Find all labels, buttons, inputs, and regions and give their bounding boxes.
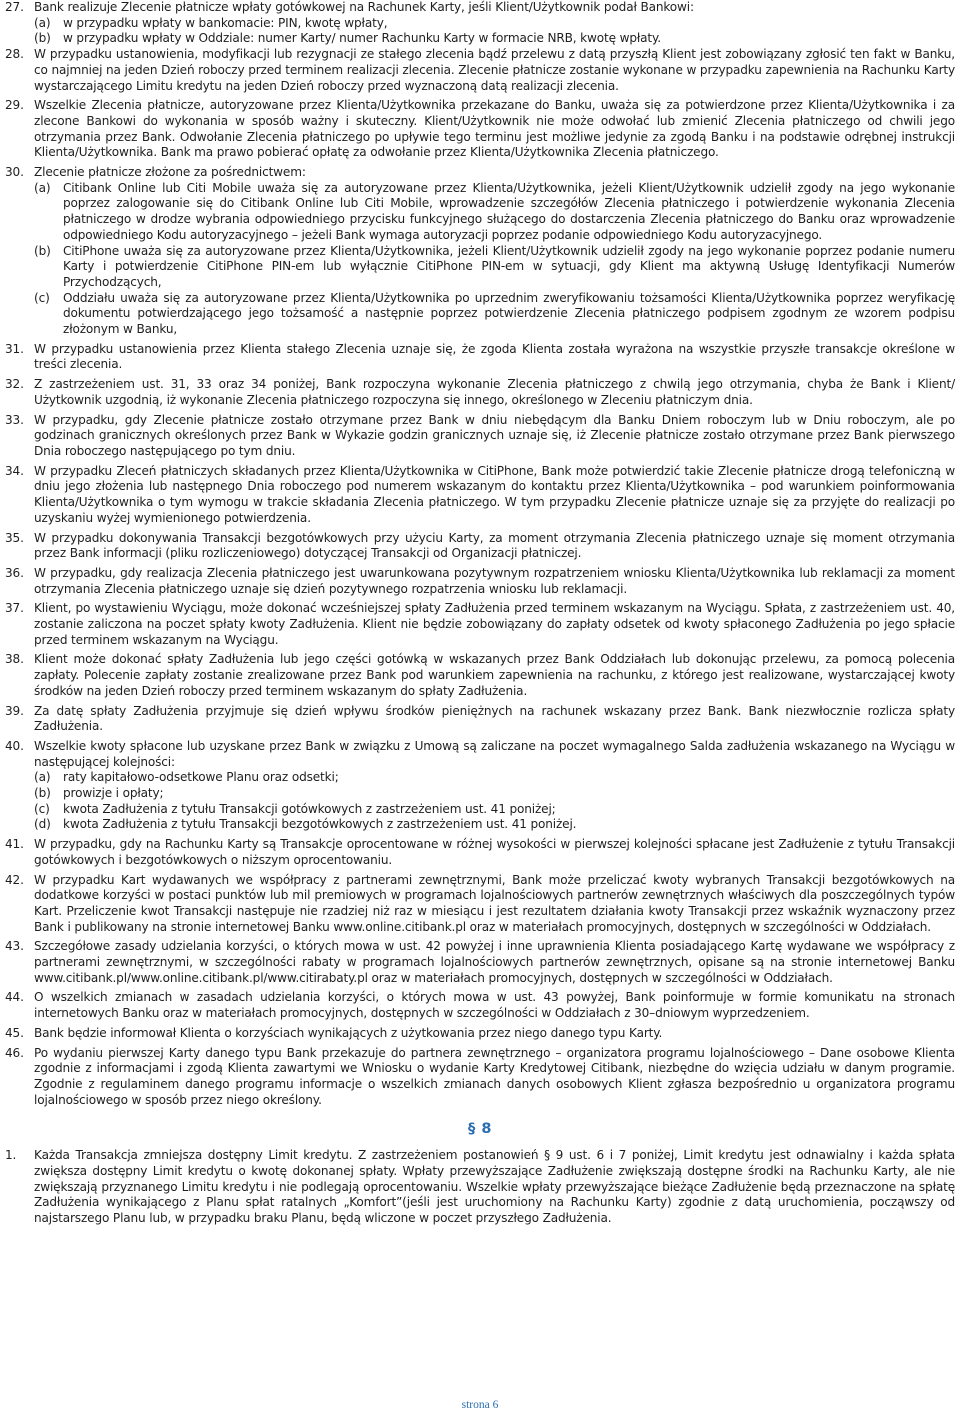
clause-number: 43.: [5, 939, 24, 954]
sub-item: [34, 786, 955, 802]
sub-item: [34, 770, 955, 786]
clause-item: [5, 704, 955, 735]
clause-text: Klient, po wystawieniu Wyciągu, może dokonać wcześniejszej spłaty Zadłużenia przed terminem wskazanym na Wyciągu. Spłata, z zastrzeżeniem ust. 40, zostanie zaliczona na poczet spłaty kwoty Zadłużenia. Klient nie będzie zobowiązany do zapłaty odsetek od kwoty spłaconego Zadłużenia po jego spłacie przed terminem wskazanym na Wyciągu.: [34, 601, 955, 647]
sub-item-letter: (a): [34, 15, 51, 30]
clause-body: [34, 939, 955, 986]
clause-number: 31.: [5, 341, 24, 356]
clause-item: [5, 413, 955, 460]
clause-body: [34, 566, 955, 597]
clause-number: 29.: [5, 98, 24, 113]
section-heading: § 8: [468, 1121, 492, 1138]
clause-text: Zlecenie płatnicze złożone za pośrednictwem:: [34, 165, 306, 180]
sub-item-letter: (b): [34, 31, 51, 46]
clause-text: W przypadku Zleceń płatniczych składanych przez Klienta/Użytkownika w CitiPhone, Bank może potwierdzić takie Zlecenie płatnicze drogą telefoniczną w dniu jego złożenia lub następnego Dnia roboczego pod numerem wskazanym do kontaktu przez Klienta/Użytkownika – pod warunkiem poinformowania Klienta/Użytkownika o tym wymogu w trakcie składania Zlecenia płatniczego. W tym przypadku Zlecenie płatnicze uznaje się za przyjęte do realizacji po uzyskaniu wyżej wymienionego potwierdzenia.: [34, 463, 955, 525]
clause-body: [34, 873, 955, 936]
clause-text: W przypadku, gdy na Rachunku Karty są Transakcje oprocentowane w różnej wysokości w pierwszej kolejności spłacane jest Zadłużenie z tytułu Transakcji gotówkowych i bezgotówkowych o niższym oprocentowaniu.: [34, 837, 955, 867]
clause-body: [34, 342, 955, 373]
clause-item: [5, 531, 955, 562]
clause-number: 28.: [5, 47, 24, 62]
clause-body: [34, 0, 955, 47]
clause-number: 39.: [5, 703, 24, 718]
clause-text: W przypadku dokonywania Transakcji bezgotówkowych przy użyciu Karty, za moment otrzymania Zlecenia płatniczego uznaje się moment otrzymania przez Bank informacji (pliku rozliczeniowego) dotyczącej Transakcji od Organizacji płatniczej.: [34, 530, 955, 561]
clause-item: [5, 98, 955, 161]
sub-item-text: w przypadku wpłaty w Oddziale: numer Karty/ numer Rachunku Karty w formacie NRB, kwotę wpłaty.: [63, 31, 661, 46]
clause-body: [34, 47, 955, 94]
sub-item: [34, 181, 955, 244]
clause-number: 40.: [5, 738, 24, 753]
clause-item: [5, 1148, 955, 1227]
sub-item-text: kwota Zadłużenia z tytułu Transakcji gotówkowych z zastrzeżeniem ust. 41 poniżej;: [63, 801, 556, 816]
clause-item: [5, 739, 955, 833]
clause-number: 33.: [5, 412, 24, 427]
clause-number: 46.: [5, 1045, 24, 1060]
clause-number: 34.: [5, 463, 24, 478]
clause-body: [34, 704, 955, 735]
sub-item: [34, 802, 955, 818]
clause-text: W przypadku, gdy Zlecenie płatnicze zostało otrzymane przez Bank w dniu niebędącym dla Banku Dniem roboczym lub w Dniu roboczym, ale po godzinach granicznych określonych przez Bank w Wykazie godzin granicznych uznaje się, iż Zlecenie płatnicze zostało otrzymane przez Bank pierwszego Dnia roboczego następującego po tym dniu.: [34, 412, 955, 458]
clause-number: 36.: [5, 565, 24, 580]
clause-text: O wszelkich zmianach w zasadach udzielania korzyści, o których mowa w ust. 43 powyżej, Bank poinformuje w formie komunikatu na stronach internetowych Banku oraz w materiałach promocyjnych, dostępnych w szczególności w Oddziałach z 30–dniowym wyprzedzeniem.: [34, 990, 955, 1021]
clause-text: Bank będzie informował Klienta o korzyściach wynikających z użytkowania przez niego danego typu Karty.: [34, 1025, 663, 1040]
clause-item: [5, 1046, 955, 1109]
clause-text: W przypadku, gdy realizacja Zlecenia płatniczego jest uwarunkowana pozytywnym rozpatrzeniem wniosku Klienta/Użytkownika lub reklamacji za moment otrzymania Zlecenia płatniczego uznaje się dzień pozytywnego rozpatrzenia wniosku lub reklamacji.: [34, 565, 955, 596]
sub-item-letter: (d): [34, 817, 51, 832]
sub-item-text: prowizje i opłaty;: [63, 786, 164, 801]
clause-text: W przypadku ustanowienia przez Klienta stałego Zlecenia uznaje się, że zgoda Klienta została wyrażona na wszystkie przyszłe transakcje określone w treści zlecenia.: [34, 341, 955, 372]
clause-item: [5, 0, 955, 47]
clause-body: [34, 464, 955, 527]
sub-item-text: kwota Zadłużenia z tytułu Transakcji bezgotówkowych z zastrzeżeniem ust. 41 poniżej.: [63, 817, 577, 832]
clause-item: [5, 652, 955, 699]
clause-number: 35.: [5, 530, 24, 545]
clause-text: Szczegółowe zasady udzielania korzyści, o których mowa w ust. 42 powyżej i inne uprawnienia Klienta posiadającego Kartę wydawane we współpracy z partnerami zewnętrznymi, w szczególności rabaty w programach lojalnościowych partnerów zewnętrznych, opisane są na stronie internetowej Banku www.citibank.pl/www.online.citibank.pl/www.citirabaty.pl oraz w materiałach promocyjnych, dostępnych w szczególności w Oddziałach.: [34, 939, 955, 985]
clause-item: [5, 377, 955, 408]
clause-item: [5, 1026, 955, 1042]
clause-number: 1.: [5, 1148, 17, 1163]
clause-text: W przypadku ustanowienia, modyfikacji lub rezygnacji ze stałego zlecenia bądź przelewu z datą przyszłą Klient jest zobowiązany zgłosić ten fakt w Banku, co najmniej na jeden Dzień roboczy przed terminem realizacji zlecenia. Zlecenie płatnicze zostanie wykonane w przypadku zapewnienia na Rachunku Karty wystarczającego Limitu kredytu na jeden Dzień roboczy przed wyznaczoną datą realizacji zlecenia.: [34, 47, 955, 93]
clause-number: 38.: [5, 652, 24, 667]
clause-body: [34, 531, 955, 562]
sub-item-letter: (c): [34, 290, 50, 305]
sub-item-text: raty kapitałowo-odsetkowe Planu oraz odsetki;: [63, 770, 339, 785]
clause-item: [5, 990, 955, 1021]
clause-item: [5, 873, 955, 936]
clause-body: [34, 413, 955, 460]
clause-item: [5, 342, 955, 373]
sub-item-text: Citibank Online lub Citi Mobile uważa się za autoryzowane przez Klienta/Użytkownika, jeżeli Klient/Użytkownik udzielił zgody na jego wykonanie poprzez zalogowanie się do Citibank Online lub Citi Mobile, wprowadzenie szczegółów Zlecenia płatniczego i potwierdzenie wykonania Zlecenia płatniczego w drodze wybrania odpowiedniego przycisku funkcyjnego służącego do dostarczenia Zlecenia płatniczego do Banku oraz wprowadzenie odpowiedniego Kodu autoryzacyjnego – jeżeli Bank wymaga autoryzacji poprzez podanie odpowiedniego Kodu autoryzacyjnego.: [63, 180, 955, 242]
sub-item-letter: (a): [34, 770, 51, 785]
clause-body: [34, 1046, 955, 1109]
clause-body: [34, 990, 955, 1021]
clause-body: [34, 98, 955, 161]
clause-body: [34, 1026, 955, 1042]
sub-item-text: CitiPhone uważa się za autoryzowane przez Klienta/Użytkownika, jeżeli Klient/Użytkownik udzielił zgody na jego wykonanie poprzez podanie numeru Karty i potwierdzenie CitiPhone PIN-em lub wyłącznie CitiPhone PIN-em w sytuacji, gdy Klient ma aktywną Usługę Identyfikacji Numerów Przychodzących,: [63, 243, 955, 289]
clause-item: [5, 165, 955, 338]
clause-text: Bank realizuje Zlecenie płatnicze wpłaty gotówkowej na Rachunek Karty, jeśli Klient/Użytkownik podał Bankowi:: [34, 0, 694, 14]
clause-body: [34, 739, 955, 833]
clause-number: 42.: [5, 872, 24, 887]
clause-number: 45.: [5, 1025, 24, 1040]
clause-item: [5, 601, 955, 648]
sub-item-letter: (a): [34, 180, 51, 195]
clause-number: 37.: [5, 601, 24, 616]
clause-text: Wszelkie kwoty spłacone lub uzyskane przez Bank w związku z Umową są zaliczane na poczet wymagalnego Salda zadłużenia wskazanego na Wyciągu w następującej kolejności:: [34, 738, 955, 769]
sub-item: [34, 291, 955, 338]
clause-item: [5, 464, 955, 527]
clause-item: [5, 47, 955, 94]
clause-body: [34, 1148, 955, 1227]
clause-number: 30.: [5, 165, 24, 180]
clause-text: Z zastrzeżeniem ust. 31, 33 oraz 34 poniżej, Bank rozpoczyna wykonanie Zlecenia płatniczego z chwilą jego otrzymania, chyba że Bank i Klient/ Użytkownik uzgodnią, iż wykonanie Zlecenia płatniczego rozpoczyna się innego, określonego w Zleceniu płatniczym dnia.: [34, 377, 955, 407]
sub-item-text: w przypadku wpłaty w bankomacie: PIN, kwotę wpłaty,: [63, 15, 388, 30]
clause-item: [5, 837, 955, 868]
clause-item: [5, 566, 955, 597]
sub-item-letter: (b): [34, 786, 51, 801]
sub-item: [34, 16, 955, 32]
clause-body: [34, 837, 955, 868]
sub-item-text: Oddziału uważa się za autoryzowane przez Klienta/Użytkownika po uprzednim zweryfikowaniu tożsamości Klienta/Użytkownika poprzez weryfikację dokumentu potwierdzającego jego tożsamość a następnie poprzez potwierdzenie Zlecenia płatniczego podpisem zgodnym ze wzorem podpisu złożonym w Banku,: [63, 290, 955, 337]
clause-text: Każda Transakcja zmniejsza dostępny Limit kredytu. Z zastrzeżeniem postanowień § 9 ust. 6 i 7 poniżej, Limit kredytu jest odnawialny i każda spłata zwiększa dostępny Limit kredytu o kwotę dokonanej spłaty. Wpłaty przewyższające Zadłużenie zwiększają dostępne środki na Rachunku Karty, ale nie zwiększają przyznanego Limitu kredytu i nie podlegają oprocentowaniu. Wszelkie wpłaty przewyższające bieżące Zadłużenie będą przeznaczone na spłatę Zadłużenia wynikającego z Planu spłat ratalnych „Komfort”(jeśli jest uruchomiony na Rachunku Karty) zgodnie z datą uruchomienia, począwszy od najstarszego Planu lub, w przypadku braku Planu, będą wliczone w poczet przyszłego Zadłużenia.: [34, 1148, 955, 1225]
sub-item-letter: (b): [34, 243, 51, 258]
clause-body: [34, 652, 955, 699]
clause-text: Wszelkie Zlecenia płatnicze, autoryzowane przez Klienta/Użytkownika przekazane do Banku, uważa się za potwierdzone przez Klienta/Użytkownika i za zlecone Bankowi do wykonania w sposób ważny i skuteczny. Klient/Użytkownik nie może odwołać lub zmienić Zlecenia płatniczego od chwili jego otrzymania przez Bank. Odwołanie Zlecenia płatniczego po upływie tego terminu jest możliwe jedynie za zgodą Banku i na podstawie odrębnej instrukcji Klienta/Użytkownika. Bank ma prawo pobierać opłatę za odwołanie przez Klienta/Użytkownika Zlecenia płatniczego.: [34, 98, 955, 160]
clause-number: 41.: [5, 837, 24, 852]
clause-item: [5, 939, 955, 986]
clause-number: 44.: [5, 990, 24, 1005]
clauses-list: [5, 0, 955, 1108]
clause-body: [34, 377, 955, 408]
clause-body: [34, 601, 955, 648]
clause-text: Za datę spłaty Zadłużenia przyjmuje się dzień wpływu środków pieniężnych na rachunek wskazany przez Bank. Bank niezwłocznie rozlicza spłaty Zadłużenia.: [34, 703, 955, 734]
sub-item: [34, 817, 955, 833]
clause-body: [34, 165, 955, 338]
sub-item: [34, 244, 955, 291]
section-clauses-list: [5, 1148, 955, 1227]
clause-text: W przypadku Kart wydawanych we współpracy z partnerami zewnętrznymi, Bank może przeliczać kwoty wybranych Transakcji bezgotówkowych na dodatkowe korzyści w postaci punktów lub mil premiowych w programach lojalnościowych partnerów zewnętrznych właściwych dla poszczególnych typów Kart. Przeliczenie kwot Transakcji następuje nie rzadziej niż raz w miesiącu i jest rezultatem działania kwoty Transakcji przez wskaźnik wyznaczony przez Bank i publikowany na stronie internetowej Banku www.online.citibank.pl oraz w materiałach promocyjnych, dostępnych w szczególności w Oddziałach.: [34, 872, 955, 934]
clause-number: 27.: [5, 0, 24, 14]
sub-item: [34, 31, 955, 47]
sub-item-letter: (c): [34, 801, 50, 816]
page-number: strona 6: [461, 1399, 499, 1411]
clause-number: 32.: [5, 377, 24, 392]
clause-text: Po wydaniu pierwszej Karty danego typu Bank przekazuje do partnera zewnętrznego – organizatora programu lojalnościowego – Dane osobowe Klienta zgodnie z informacjami i zgodą Klienta zawartymi we Wniosku o wydanie Karty Kredytowej Citibank, niezbędne do wzięcia udziału w danym programie. Zgodnie z regulaminem danego programu informacje o wszelkich zmianach danych osobowych Klient zgłasza bezpośrednio u organizatora programu lojalnościowego w sposób przez niego określony.: [34, 1045, 955, 1107]
clause-text: Klient może dokonać spłaty Zadłużenia lub jego części gotówką w wskazanych przez Bank Oddziałach lub dokonując przelewu, za pomocą polecenia zapłaty. Polecenie zapłaty zostanie zrealizowane przez Bank pod warunkiem zapewnienia na rachunku, z którego jest realizowane, wystarczającej kwoty środków na jeden Dzień roboczy przed terminem wskazanym do spłaty Zadłużenia.: [34, 652, 955, 698]
